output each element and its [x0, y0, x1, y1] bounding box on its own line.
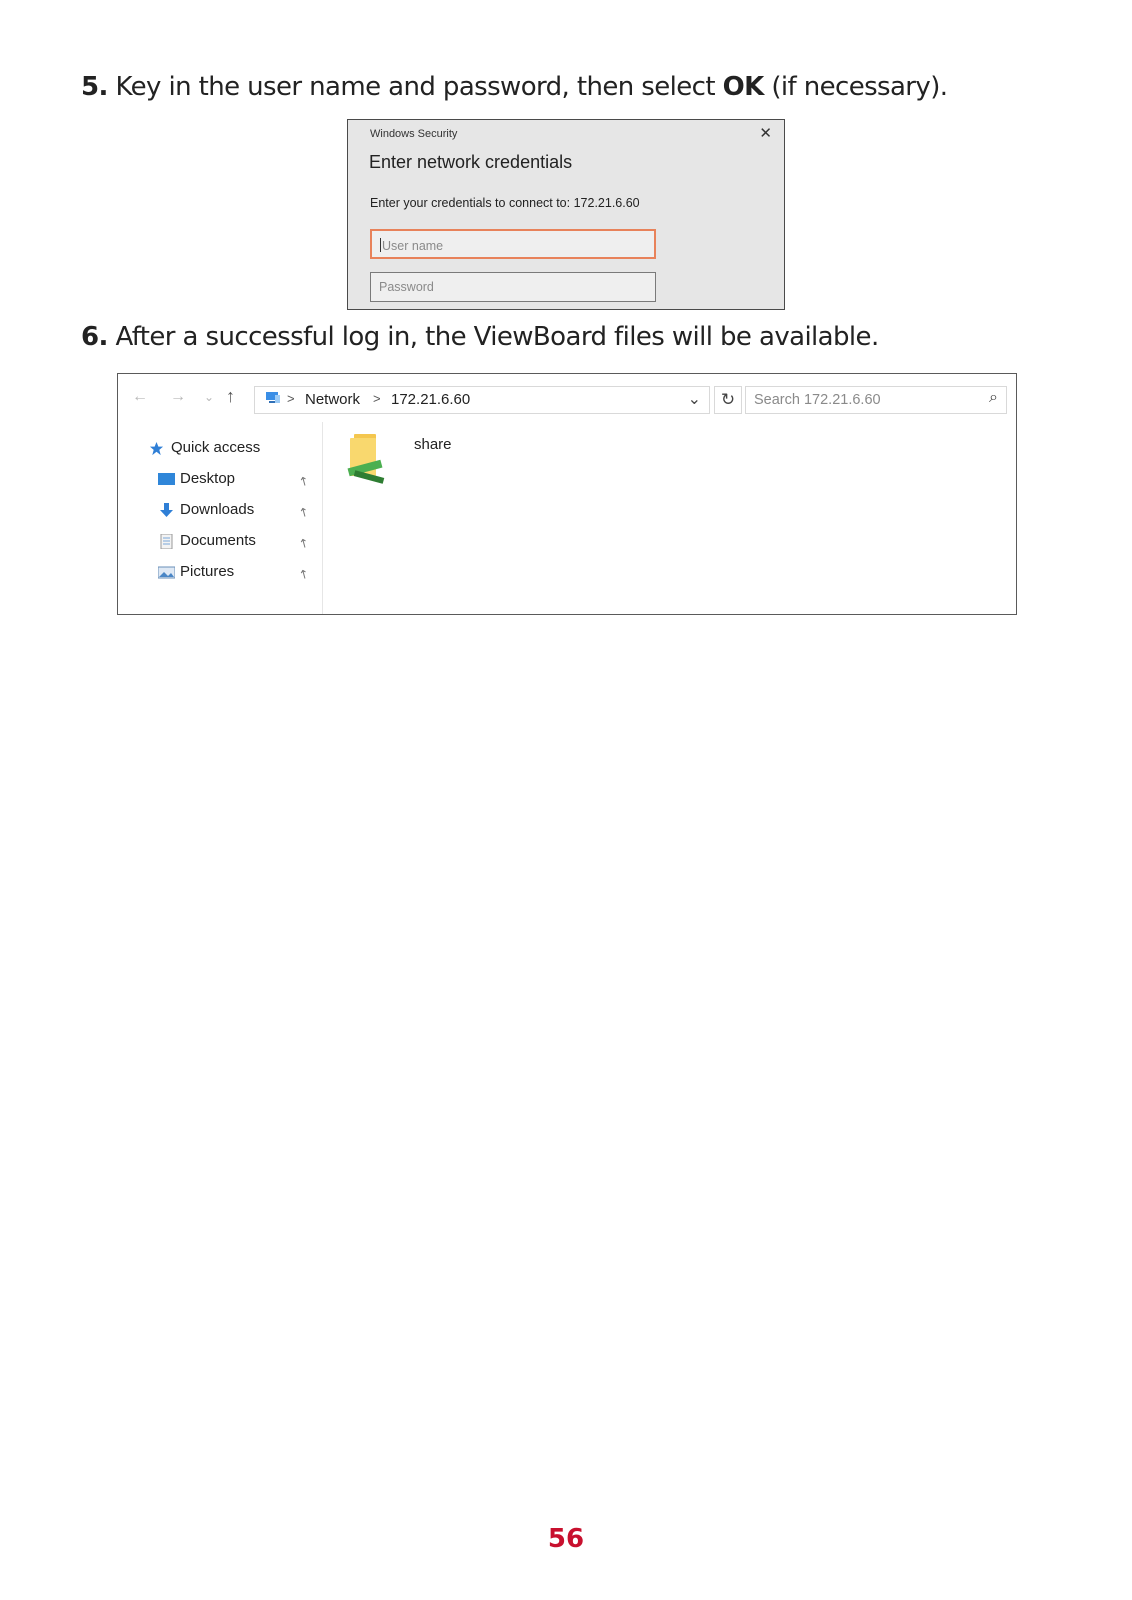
step-number: 5. [81, 72, 108, 102]
nav-label: Desktop [180, 470, 236, 487]
step-number: 6. [81, 322, 108, 352]
close-icon[interactable]: ✕ [759, 125, 772, 142]
pin-icon[interactable]: ↖ [296, 565, 312, 583]
step-5-instruction [81, 72, 947, 102]
forward-icon[interactable]: → [170, 388, 186, 405]
page-number: 56 [547, 1524, 585, 1554]
shared-folder-icon[interactable] [344, 430, 390, 490]
step-6-instruction [81, 322, 879, 352]
password-placeholder: Password [379, 280, 434, 294]
pin-icon[interactable]: ↖ [296, 503, 312, 521]
step-text: After a successful log in, the ViewBoard files will be available. [115, 322, 879, 352]
back-icon[interactable]: ← [132, 388, 148, 405]
step-text-suffix: (if necessary). [763, 72, 948, 102]
breadcrumb-host[interactable]: 172.21.6.60 [391, 391, 471, 408]
breadcrumb-separator: > [373, 391, 381, 406]
ok-emphasis: OK [722, 72, 764, 102]
folder-name-share[interactable]: share [414, 436, 452, 453]
pictures-icon [158, 565, 175, 580]
chevron-down-icon[interactable]: ⌄ [687, 391, 701, 408]
username-field[interactable] [370, 229, 656, 259]
recent-locations-icon[interactable]: ⌄ [204, 390, 215, 404]
dialog-message: Enter your credentials to connect to: 172.21.6.60 [370, 196, 640, 210]
refresh-icon[interactable]: ↻ [714, 386, 742, 414]
dialog-caption: Windows Security [370, 128, 458, 140]
up-icon[interactable]: ↑ [226, 386, 235, 406]
search-input[interactable] [745, 386, 1007, 414]
documents-icon [158, 534, 175, 549]
nav-label: Quick access [171, 439, 261, 456]
network-icon [265, 391, 281, 405]
dialog-title: Enter network credentials [369, 152, 573, 172]
address-bar[interactable] [254, 386, 710, 414]
username-placeholder: User name [382, 239, 444, 253]
desktop-icon [158, 472, 175, 487]
breadcrumb-network[interactable]: Network [305, 391, 361, 408]
file-explorer-window [117, 373, 1017, 615]
password-field[interactable] [370, 272, 656, 302]
nav-label: Documents [180, 532, 256, 549]
windows-security-dialog [347, 119, 785, 310]
pin-icon[interactable]: ↖ [296, 534, 312, 552]
text-caret [380, 238, 381, 252]
download-icon [158, 503, 175, 518]
navigation-pane [118, 422, 323, 614]
pin-icon[interactable]: ↖ [296, 472, 312, 490]
nav-label: Downloads [180, 501, 255, 518]
breadcrumb-separator: > [287, 391, 295, 406]
search-placeholder: Search 172.21.6.60 [754, 392, 881, 408]
nav-label: Pictures [180, 563, 235, 580]
search-icon[interactable]: ⌕ [989, 389, 998, 406]
star-icon [148, 441, 165, 456]
step-text: Key in the user name and password, then select [115, 72, 723, 102]
